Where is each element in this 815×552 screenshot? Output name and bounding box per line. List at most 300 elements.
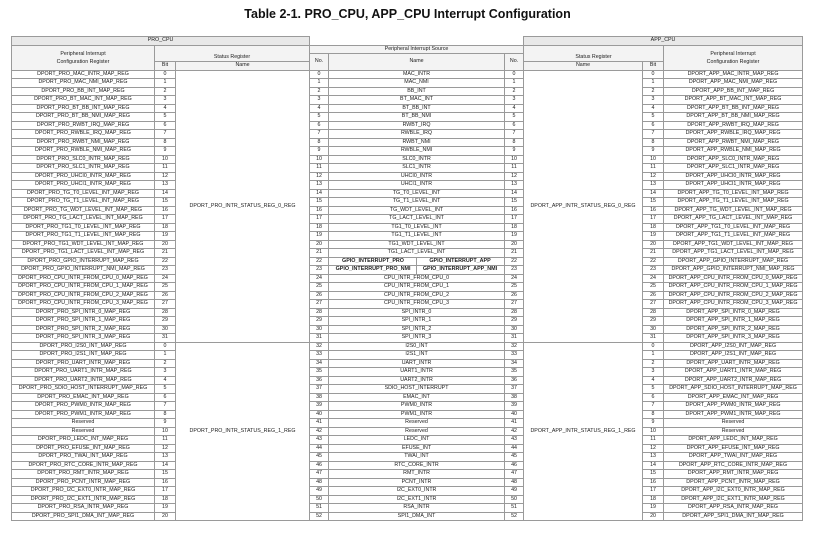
pro-config-register-cell: DPORT_PRO_EFUSE_INT_MAP_REG: [12, 444, 155, 453]
app-no-cell: 14: [505, 189, 524, 198]
source-name-cell: RTC_CORE_INTR: [329, 461, 505, 470]
pro-config-register-cell: DPORT_PRO_CPU_INTR_FROM_CPU_0_MAP_REG: [12, 274, 155, 283]
source-no-cell: 47: [310, 470, 329, 479]
app-bit-cell: 16: [643, 206, 664, 215]
source-name-pro: GPIO_INTERRUPT_PRO: [330, 258, 417, 266]
spacer-cell: [310, 37, 524, 46]
app-config-register-cell: DPORT_APP_RWBT_NMI_MAP_REG: [664, 138, 803, 147]
pro-config-register-cell: DPORT_PRO_SPI_INTR_1_MAP_REG: [12, 317, 155, 326]
source-no-cell: 40: [310, 410, 329, 419]
split-source-names: [330, 258, 503, 266]
app-bit-cell: 12: [643, 444, 664, 453]
pro-config-register-cell: DPORT_PRO_SLC1_INTR_MAP_REG: [12, 164, 155, 173]
table-row: [12, 181, 803, 190]
table-row: [12, 427, 803, 436]
source-no-cell: 39: [310, 402, 329, 411]
source-no-cell: 7: [310, 130, 329, 139]
app-no-cell: 40: [505, 410, 524, 419]
app-no-cell: 34: [505, 359, 524, 368]
table-row: [12, 104, 803, 113]
app-no-cell: 23: [505, 266, 524, 275]
pro-bit-cell: 18: [155, 223, 176, 232]
app-no-cell: 19: [505, 232, 524, 241]
app-config-register-cell: DPORT_APP_SPI_INTR_2_MAP_REG: [664, 325, 803, 334]
pro-status-register-name: DPORT_PRO_INTR_STATUS_REG_0_REG: [176, 70, 310, 342]
app-config-register-cell: DPORT_APP_I2S0_INT_MAP_REG: [664, 342, 803, 351]
app-config-register-cell: DPORT_APP_PWM0_INTR_MAP_REG: [664, 402, 803, 411]
pro-config-register-cell: DPORT_PRO_BT_MAC_INT_MAP_REG: [12, 96, 155, 105]
app-bit-cell: 14: [643, 189, 664, 198]
app-config-register-cell: DPORT_APP_PCNT_INTR_MAP_REG: [664, 478, 803, 487]
app-no-cell: 25: [505, 283, 524, 292]
source-name-cell: EFUSE_INT: [329, 444, 505, 453]
app-config-register-cell: DPORT_APP_CPU_INTR_FROM_CPU_0_MAP_REG: [664, 274, 803, 283]
pro-config-register-cell: DPORT_PRO_PCNT_INTR_MAP_REG: [12, 478, 155, 487]
app-no-cell: 37: [505, 385, 524, 394]
source-name-cell: RWBLE_NMI: [329, 147, 505, 156]
source-name-cell: TWAI_INT: [329, 453, 505, 462]
app-config-register-cell: DPORT_APP_TG1_LACT_LEVEL_INT_MAP_REG: [664, 249, 803, 258]
pro-bit-cell: 0: [155, 342, 176, 351]
app-no-cell: 26: [505, 291, 524, 300]
pro-bit-cell: 0: [155, 70, 176, 79]
app-bit-cell: 7: [643, 130, 664, 139]
pro-bit-cell: 8: [155, 410, 176, 419]
source-name-app: GPIO_INTERRUPT_APP_NMI: [422, 266, 498, 272]
app-bit-cell: 15: [643, 470, 664, 479]
source-name-cell: BT_MAC_INT: [329, 96, 505, 105]
pro-bit-cell: 23: [155, 266, 176, 275]
app-bit-cell: 2: [643, 359, 664, 368]
app-config-register-cell: DPORT_APP_BB_INT_MAP_REG: [664, 87, 803, 96]
app-config-header-line2: Configuration Register: [706, 58, 760, 65]
app-bit-cell: 14: [643, 461, 664, 470]
app-bit-cell: 28: [643, 308, 664, 317]
app-status-register-name: DPORT_APP_INTR_STATUS_REG_1_REG: [524, 342, 643, 521]
pro-config-register-cell: DPORT_PRO_TG1_WDT_LEVEL_INT_MAP_REG: [12, 240, 155, 249]
app-no-cell: 35: [505, 368, 524, 377]
app-config-register-cell: DPORT_APP_UART2_INTR_MAP_REG: [664, 376, 803, 385]
table-row: [12, 495, 803, 504]
source-no-cell: 19: [310, 232, 329, 241]
app-config-register-cell: DPORT_APP_RMT_INTR_MAP_REG: [664, 470, 803, 479]
source-no-cell: 31: [310, 334, 329, 343]
pro-config-register-cell: DPORT_PRO_PWM0_INTR_MAP_REG: [12, 402, 155, 411]
source-no-cell: 28: [310, 308, 329, 317]
table-row: [12, 164, 803, 173]
source-name-cell: TG_LACT_LEVEL_INT: [329, 215, 505, 224]
app-config-register-cell: DPORT_APP_SPI1_DMA_INT_MAP_REG: [664, 512, 803, 521]
pro-config-register-cell: DPORT_PRO_UHCI0_INTR_MAP_REG: [12, 172, 155, 181]
app-no-cell: 20: [505, 240, 524, 249]
table-row: [12, 223, 803, 232]
pro-bit-cell: 20: [155, 512, 176, 521]
table-row: [12, 334, 803, 343]
source-name-cell: RMT_INTR: [329, 470, 505, 479]
pro-config-register-cell: DPORT_PRO_TG1_LACT_LEVEL_INT_MAP_REG: [12, 249, 155, 258]
table-row: [12, 461, 803, 470]
app-no-cell: 2: [505, 87, 524, 96]
app-no-cell: 0: [505, 70, 524, 79]
source-no-cell: 16: [310, 206, 329, 215]
app-bit-cell: 13: [643, 181, 664, 190]
pro-bit-cell: 15: [155, 470, 176, 479]
source-no-cell: 11: [310, 164, 329, 173]
app-bit-cell: 25: [643, 283, 664, 292]
pro-config-register-cell: DPORT_PRO_UHCI1_INTR_MAP_REG: [12, 181, 155, 190]
pro-config-register-cell: DPORT_PRO_UART1_INTR_MAP_REG: [12, 368, 155, 377]
pro-config-header-line1: Peripheral Interrupt: [60, 50, 106, 57]
source-name-cell: UHCI0_INTR: [329, 172, 505, 181]
table-row: [12, 113, 803, 122]
app-config-register-cell: DPORT_APP_GPIO_INTERRUPT_NMI_MAP_REG: [664, 266, 803, 275]
table-row: [12, 342, 803, 351]
pro-config-register-cell: DPORT_PRO_TWAI_INT_MAP_REG: [12, 453, 155, 462]
app-bit-cell: 12: [643, 172, 664, 181]
app-bit-cell: 17: [643, 215, 664, 224]
pro-bit-cell: 25: [155, 283, 176, 292]
source-name-cell: BT_BB_INT: [329, 104, 505, 113]
source-name-cell: UART2_INTR: [329, 376, 505, 385]
source-name-cell: I2C_EXT0_INTR: [329, 487, 505, 496]
app-bit-cell: 19: [643, 232, 664, 241]
app-config-register-cell: DPORT_APP_SPI_INTR_3_MAP_REG: [664, 334, 803, 343]
app-no-cell: 13: [505, 181, 524, 190]
app-config-register-cell: DPORT_APP_I2S1_INT_MAP_REG: [664, 351, 803, 360]
table-row: [12, 87, 803, 96]
app-no-cell: 52: [505, 512, 524, 521]
app-no-cell: 41: [505, 419, 524, 428]
pro-bit-cell: 19: [155, 504, 176, 513]
table-row: [12, 249, 803, 258]
table-row: [12, 70, 803, 79]
app-bit-cell: 6: [643, 121, 664, 130]
source-name-cell: CPU_INTR_FROM_CPU_3: [329, 300, 505, 309]
pro-bit-cell: 20: [155, 240, 176, 249]
app-config-register-cell: Reserved: [664, 427, 803, 436]
app-config-register-cell: DPORT_APP_SDIO_HOST_INTERRUPT_MAP_REG: [664, 385, 803, 394]
app-config-register-cell: DPORT_APP_UART1_INTR_MAP_REG: [664, 368, 803, 377]
app-status-register-header: Status Register: [524, 54, 664, 62]
pro-config-register-cell: DPORT_PRO_BB_INT_MAP_REG: [12, 87, 155, 96]
app-no-cell: 47: [505, 470, 524, 479]
pro-config-register-cell: DPORT_PRO_RWBT_IRQ_MAP_REG: [12, 121, 155, 130]
pro-name-header: Name: [176, 62, 310, 71]
pro-bit-cell: 9: [155, 147, 176, 156]
source-name-cell: PCNT_INTR: [329, 478, 505, 487]
source-no-cell: 50: [310, 495, 329, 504]
pro-config-register-header: [12, 45, 155, 70]
app-no-cell: 1: [505, 79, 524, 88]
app-bit-cell: 11: [643, 164, 664, 173]
pro-config-register-cell: DPORT_PRO_LEDC_INT_MAP_REG: [12, 436, 155, 445]
app-bit-cell: 10: [643, 155, 664, 164]
pro-bit-cell: 17: [155, 487, 176, 496]
app-config-register-cell: DPORT_APP_TG_LACT_LEVEL_INT_MAP_REG: [664, 215, 803, 224]
app-config-register-cell: DPORT_APP_TG1_T1_LEVEL_INT_MAP_REG: [664, 232, 803, 241]
source-no-cell: 0: [310, 70, 329, 79]
pro-bit-cell: 21: [155, 249, 176, 258]
app-no-cell: 12: [505, 172, 524, 181]
table-row: [12, 240, 803, 249]
source-no-cell: 15: [310, 198, 329, 207]
source-no-cell: 8: [310, 138, 329, 147]
app-no-cell: 30: [505, 325, 524, 334]
source-no-cell: 1: [310, 79, 329, 88]
app-bit-cell: 30: [643, 325, 664, 334]
source-no-cell: 51: [310, 504, 329, 513]
pro-bit-cell: 9: [155, 419, 176, 428]
source-no-cell: 5: [310, 113, 329, 122]
pro-bit-cell: 3: [155, 96, 176, 105]
table-row: [12, 402, 803, 411]
app-no-cell: 42: [505, 427, 524, 436]
app-no-cell: 36: [505, 376, 524, 385]
app-bit-cell: 16: [643, 478, 664, 487]
app-no-cell: 22: [505, 257, 524, 266]
app-config-register-cell: DPORT_APP_CPU_INTR_FROM_CPU_3_MAP_REG: [664, 300, 803, 309]
app-config-register-cell: DPORT_APP_BT_BB_INT_MAP_REG: [664, 104, 803, 113]
app-no-cell: 44: [505, 444, 524, 453]
table-row: [12, 478, 803, 487]
source-name-cell: TG1_T0_LEVEL_INT: [329, 223, 505, 232]
pro-bit-cell: 7: [155, 130, 176, 139]
source-name-cell: TG1_LACT_LEVEL_INT: [329, 249, 505, 258]
table-row: [12, 121, 803, 130]
app-config-register-cell: DPORT_APP_GPIO_INTERRUPT_MAP_REG: [664, 257, 803, 266]
app-no-cell: 18: [505, 223, 524, 232]
source-name-header: Name: [329, 54, 505, 71]
app-no-cell: 39: [505, 402, 524, 411]
source-name-cell: MAC_INTR: [329, 70, 505, 79]
source-name-split-cell: [329, 257, 505, 266]
pro-bit-cell: 16: [155, 206, 176, 215]
pro-bit-cell: 19: [155, 232, 176, 241]
app-config-register-cell: DPORT_APP_TWAI_INT_MAP_REG: [664, 453, 803, 462]
app-status-register-blank: [524, 45, 664, 54]
source-name-cell: RWBT_IRQ: [329, 121, 505, 130]
pro-bit-cell: 30: [155, 325, 176, 334]
pro-config-register-cell: DPORT_PRO_UART2_INTR_MAP_REG: [12, 376, 155, 385]
pro-config-register-cell: DPORT_PRO_RSA_INTR_MAP_REG: [12, 504, 155, 513]
pro-bit-cell: 28: [155, 308, 176, 317]
table-row: [12, 232, 803, 241]
app-no-cell: 21: [505, 249, 524, 258]
source-no-cell: 37: [310, 385, 329, 394]
table-row: [12, 317, 803, 326]
pro-bit-cell: 2: [155, 359, 176, 368]
source-name-cell: TG1_T1_LEVEL_INT: [329, 232, 505, 241]
source-name-cell: TG_T1_LEVEL_INT: [329, 198, 505, 207]
app-config-register-cell: DPORT_APP_MAC_NMI_MAP_REG: [664, 79, 803, 88]
app-bit-cell: 3: [643, 368, 664, 377]
source-no-cell: 20: [310, 240, 329, 249]
split-source-names: [330, 266, 503, 274]
source-name-cell: BB_INT: [329, 87, 505, 96]
app-bit-cell: 5: [643, 113, 664, 122]
source-no-cell: 48: [310, 478, 329, 487]
app-no-cell: 16: [505, 206, 524, 215]
app-config-register-cell: DPORT_APP_TG1_WDT_LEVEL_INT_MAP_REG: [664, 240, 803, 249]
pro-bit-cell: 29: [155, 317, 176, 326]
app-no-cell: 11: [505, 164, 524, 173]
pro-config-register-cell: DPORT_PRO_TG_WDT_LEVEL_INT_MAP_REG: [12, 206, 155, 215]
app-bit-cell: 4: [643, 376, 664, 385]
source-no-cell: 2: [310, 87, 329, 96]
source-name-app: GPIO_INTERRUPT_APP: [429, 257, 491, 264]
pro-config-register-cell: DPORT_PRO_GPIO_INTERRUPT_NMI_MAP_REG: [12, 266, 155, 275]
app-no-cell: 33: [505, 351, 524, 360]
app-bit-cell: 15: [643, 198, 664, 207]
pro-bit-cell: 22: [155, 257, 176, 266]
app-config-register-cell: DPORT_APP_CPU_INTR_FROM_CPU_1_MAP_REG: [664, 283, 803, 292]
pro-bit-cell: 17: [155, 215, 176, 224]
table-row: [12, 504, 803, 513]
source-name-cell: PWM0_INTR: [329, 402, 505, 411]
source-name-pro: GPIO_INTERRUPT_PRO_NMI: [330, 266, 417, 274]
pro-bit-cell: 6: [155, 121, 176, 130]
source-no-cell: 12: [310, 172, 329, 181]
app-config-register-cell: DPORT_APP_TG_T1_LEVEL_INT_MAP_REG: [664, 198, 803, 207]
app-bit-cell: 20: [643, 240, 664, 249]
app-bit-cell: 0: [643, 70, 664, 79]
source-no-cell: 24: [310, 274, 329, 283]
pro-config-register-cell: DPORT_PRO_SPI_INTR_0_MAP_REG: [12, 308, 155, 317]
table-row: [12, 385, 803, 394]
source-no-cell: 44: [310, 444, 329, 453]
pro-bit-cell: 11: [155, 436, 176, 445]
pro-bit-cell: 3: [155, 368, 176, 377]
pro-config-register-cell: DPORT_PRO_RMT_INTR_MAP_REG: [12, 470, 155, 479]
source-name-cell: PWM1_INTR: [329, 410, 505, 419]
source-no-cell: 23: [310, 266, 329, 275]
source-name-cell: CPU_INTR_FROM_CPU_2: [329, 291, 505, 300]
app-config-register-cell: DPORT_APP_I2C_EXT0_INTR_MAP_REG: [664, 487, 803, 496]
pro-bit-cell: 8: [155, 138, 176, 147]
table-row: [12, 257, 803, 266]
source-name-cell: UART_INTR: [329, 359, 505, 368]
app-config-register-cell: DPORT_APP_UHCI0_INTR_MAP_REG: [664, 172, 803, 181]
source-name-cell: SLC1_INTR: [329, 164, 505, 173]
source-name-cell: TG_WDT_LEVEL_INT: [329, 206, 505, 215]
table-row: [12, 274, 803, 283]
app-config-register-cell: DPORT_APP_UHCI1_INTR_MAP_REG: [664, 181, 803, 190]
pro-bit-cell: 24: [155, 274, 176, 283]
app-bit-cell: 18: [643, 223, 664, 232]
source-name-cell: SPI_INTR_2: [329, 325, 505, 334]
app-bit-cell: 27: [643, 300, 664, 309]
source-name-cell: SLC0_INTR: [329, 155, 505, 164]
app-bit-cell: 10: [643, 427, 664, 436]
pro-bit-cell: 31: [155, 334, 176, 343]
app-config-register-cell: DPORT_APP_RSA_INTR_MAP_REG: [664, 504, 803, 513]
source-name-cell: RWBT_NMI: [329, 138, 505, 147]
table-row: [12, 444, 803, 453]
app-no-cell: 38: [505, 393, 524, 402]
app-no-cell: 49: [505, 487, 524, 496]
pro-config-register-cell: DPORT_PRO_BT_BB_INT_MAP_REG: [12, 104, 155, 113]
source-name-cell: SPI_INTR_0: [329, 308, 505, 317]
pro-config-register-cell: Reserved: [12, 427, 155, 436]
app-config-register-cell: DPORT_APP_RTC_CORE_INTR_MAP_REG: [664, 461, 803, 470]
app-bit-cell: 9: [643, 147, 664, 156]
app-bit-cell: 7: [643, 402, 664, 411]
app-bit-cell: 24: [643, 274, 664, 283]
source-no-cell: 45: [310, 453, 329, 462]
pro-config-register-cell: DPORT_PRO_SLC0_INTR_MAP_REG: [12, 155, 155, 164]
pro-cpu-header: PRO_CPU: [12, 37, 310, 46]
source-name-cell: RWBLE_IRQ: [329, 130, 505, 139]
table-row: [12, 368, 803, 377]
app-no-cell: 4: [505, 104, 524, 113]
pro-config-register-cell: DPORT_PRO_PWM1_INTR_MAP_REG: [12, 410, 155, 419]
app-no-cell: 51: [505, 504, 524, 513]
app-no-cell: 28: [505, 308, 524, 317]
pro-config-register-cell: DPORT_PRO_I2C_EXT1_INTR_MAP_REG: [12, 495, 155, 504]
app-bit-header: Bit: [643, 62, 664, 71]
pro-config-register-cell: DPORT_PRO_SPI_INTR_2_MAP_REG: [12, 325, 155, 334]
table-row: [12, 189, 803, 198]
app-config-register-cell: DPORT_APP_UART_INTR_MAP_REG: [664, 359, 803, 368]
source-name-cell: SPI_INTR_3: [329, 334, 505, 343]
app-bit-cell: 23: [643, 266, 664, 275]
table-row: [12, 393, 803, 402]
app-bit-cell: 29: [643, 317, 664, 326]
pro-config-register-cell: DPORT_PRO_I2C_EXT0_INTR_MAP_REG: [12, 487, 155, 496]
table-row: [12, 359, 803, 368]
source-name-split-cell: [329, 266, 505, 275]
app-bit-cell: 9: [643, 419, 664, 428]
app-bit-cell: 3: [643, 96, 664, 105]
app-bit-cell: 1: [643, 351, 664, 360]
source-no-cell: 18: [310, 223, 329, 232]
source-name-cell: BT_BB_NMI: [329, 113, 505, 122]
peripheral-source-header: Peripheral Interrupt Source: [310, 45, 524, 54]
pro-config-register-cell: DPORT_PRO_TG_T1_LEVEL_INT_MAP_REG: [12, 198, 155, 207]
source-no-cell: 32: [310, 342, 329, 351]
pro-config-register-cell: DPORT_PRO_CPU_INTR_FROM_CPU_3_MAP_REG: [12, 300, 155, 309]
pro-bit-cell: 1: [155, 79, 176, 88]
pro-config-register-cell: DPORT_PRO_MAC_NMI_MAP_REG: [12, 79, 155, 88]
pro-config-register-cell: DPORT_PRO_GPIO_INTERRUPT_MAP_REG: [12, 257, 155, 266]
app-bit-cell: 18: [643, 495, 664, 504]
table-row: [12, 147, 803, 156]
pro-bit-cell: 26: [155, 291, 176, 300]
app-config-header-line1: Peripheral Interrupt: [710, 50, 756, 57]
source-no-cell: 3: [310, 96, 329, 105]
pro-bit-cell: 12: [155, 444, 176, 453]
pro-bit-cell: 11: [155, 164, 176, 173]
pro-bit-cell: 10: [155, 427, 176, 436]
source-name-cell: Reserved: [329, 419, 505, 428]
pro-config-register-cell: DPORT_PRO_SPI_INTR_3_MAP_REG: [12, 334, 155, 343]
pro-config-register-cell: DPORT_PRO_EMAC_INT_MAP_REG: [12, 393, 155, 402]
source-name-cell: MAC_NMI: [329, 79, 505, 88]
pro-config-register-cell: DPORT_PRO_TG1_T0_LEVEL_INT_MAP_REG: [12, 223, 155, 232]
app-config-register-cell: DPORT_APP_TG_T0_LEVEL_INT_MAP_REG: [664, 189, 803, 198]
pro-bit-cell: 14: [155, 461, 176, 470]
source-no-cell: 10: [310, 155, 329, 164]
source-no-cell: 27: [310, 300, 329, 309]
pro-bit-cell: 4: [155, 104, 176, 113]
app-bit-cell: 5: [643, 385, 664, 394]
app-no-cell: 15: [505, 198, 524, 207]
source-name-cell: CPU_INTR_FROM_CPU_1: [329, 283, 505, 292]
source-no-cell: 14: [310, 189, 329, 198]
page-title: Table 2-1. PRO_CPU, APP_CPU Interrupt Configuration: [244, 7, 571, 21]
source-name-cell: UHCI1_INTR: [329, 181, 505, 190]
pro-bit-cell: 5: [155, 113, 176, 122]
